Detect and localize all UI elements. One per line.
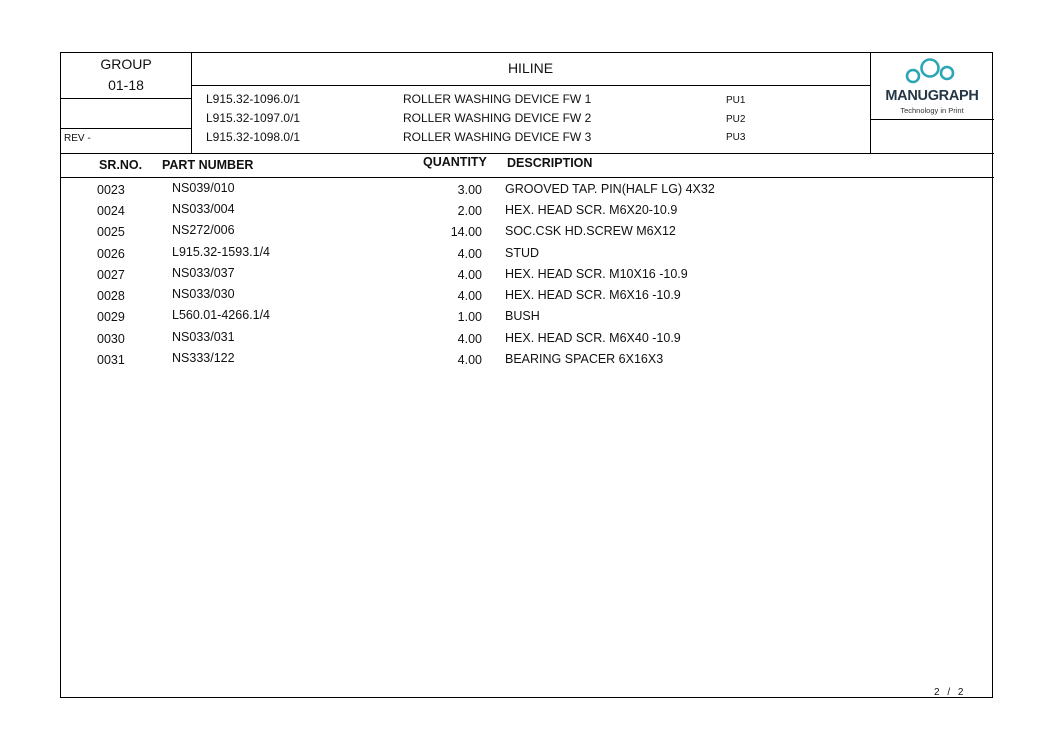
cell-sr-no: 0025 bbox=[97, 225, 125, 239]
column-header-sr-no: SR.NO. bbox=[99, 158, 143, 172]
cell-sr-no: 0026 bbox=[97, 247, 125, 261]
cell-quantity: 1.00 bbox=[457, 310, 482, 324]
cell-description: HEX. HEAD SCR. M10X16 -10.9 bbox=[505, 267, 688, 281]
page-total: 2 bbox=[957, 687, 964, 698]
table-row bbox=[61, 268, 994, 289]
cell-quantity: 4.00 bbox=[457, 353, 482, 367]
table-row bbox=[61, 353, 994, 374]
assembly-description: ROLLER WASHING DEVICE FW 1 bbox=[403, 92, 592, 106]
cell-description: BEARING SPACER 6X16X3 bbox=[505, 352, 664, 366]
cell-quantity: 4.00 bbox=[457, 289, 482, 303]
assembly-part-number: L915.32-1098.0/1 bbox=[206, 130, 301, 144]
parts-list-sheet bbox=[60, 52, 993, 698]
cell-sr-no: 0027 bbox=[97, 268, 125, 282]
page-title: HILINE bbox=[507, 60, 554, 76]
logo-underline bbox=[870, 119, 994, 120]
table-row bbox=[61, 332, 994, 353]
rev-divider bbox=[191, 98, 192, 153]
cell-sr-no: 0028 bbox=[97, 289, 125, 303]
cell-part-number: NS333/122 bbox=[172, 351, 235, 365]
cell-part-number: NS033/031 bbox=[172, 330, 235, 344]
group-underline bbox=[61, 98, 191, 99]
cell-quantity: 4.00 bbox=[457, 268, 482, 282]
assembly-description: ROLLER WASHING DEVICE FW 2 bbox=[403, 111, 592, 125]
cell-description: HEX. HEAD SCR. M6X16 -10.9 bbox=[505, 288, 681, 302]
cell-description: GROOVED TAP. PIN(HALF LG) 4X32 bbox=[505, 182, 715, 196]
column-header-quantity: QUANTITY bbox=[423, 155, 487, 169]
cell-quantity: 3.00 bbox=[457, 183, 482, 197]
column-header-line bbox=[61, 177, 994, 178]
cell-part-number: NS039/010 bbox=[172, 181, 235, 195]
cell-part-number: NS033/037 bbox=[172, 266, 235, 280]
rev-overline bbox=[61, 128, 191, 129]
table-row bbox=[61, 225, 994, 246]
column-header-part-number: PART NUMBER bbox=[162, 158, 254, 172]
group-label: GROUP bbox=[100, 56, 152, 72]
cell-sr-no: 0031 bbox=[97, 353, 125, 367]
assembly-description: ROLLER WASHING DEVICE FW 3 bbox=[403, 130, 592, 144]
page-number bbox=[934, 687, 963, 698]
column-header-description: DESCRIPTION bbox=[507, 156, 593, 170]
rev-label: REV - bbox=[64, 133, 91, 144]
cell-quantity: 14.00 bbox=[450, 225, 482, 239]
table-row bbox=[61, 247, 994, 268]
table-row bbox=[61, 183, 994, 204]
assembly-code: PU1 bbox=[726, 95, 746, 106]
cell-description: BUSH bbox=[505, 309, 540, 323]
cell-description: HEX. HEAD SCR. M6X40 -10.9 bbox=[505, 331, 681, 345]
cell-description: SOC.CSK HD.SCREW M6X12 bbox=[505, 224, 676, 238]
cell-description: HEX. HEAD SCR. M6X20-10.9 bbox=[505, 203, 678, 217]
page-current: 2 bbox=[934, 687, 940, 698]
cell-quantity: 2.00 bbox=[457, 204, 482, 218]
assembly-code: PU3 bbox=[726, 132, 746, 143]
cell-part-number: NS033/004 bbox=[172, 202, 235, 216]
header-bottom-line bbox=[61, 153, 994, 154]
table-row bbox=[61, 289, 994, 310]
cell-sr-no: 0030 bbox=[97, 332, 125, 346]
cell-sr-no: 0023 bbox=[97, 183, 125, 197]
logo-brand-text: MANUGRAPH bbox=[885, 88, 979, 104]
assembly-code: PU2 bbox=[726, 114, 746, 125]
cell-part-number: L915.32-1593.1/4 bbox=[172, 245, 271, 259]
cell-part-number: NS272/006 bbox=[172, 223, 235, 237]
manugraph-logo-icon bbox=[903, 56, 961, 86]
group-value: 01-18 bbox=[108, 77, 144, 93]
cell-quantity: 4.00 bbox=[457, 332, 482, 346]
cell-sr-no: 0029 bbox=[97, 310, 125, 324]
cell-sr-no: 0024 bbox=[97, 204, 125, 218]
assembly-part-number: L915.32-1096.0/1 bbox=[206, 92, 301, 106]
title-underline bbox=[191, 85, 870, 86]
logo-tagline: Technology in Print bbox=[900, 106, 964, 115]
table-row bbox=[61, 310, 994, 331]
table-row bbox=[61, 204, 994, 225]
cell-quantity: 4.00 bbox=[457, 247, 482, 261]
assembly-part-number: L915.32-1097.0/1 bbox=[206, 111, 301, 125]
cell-description: STUD bbox=[505, 246, 540, 260]
cell-part-number: L560.01-4266.1/4 bbox=[172, 308, 271, 322]
page-separator: / bbox=[947, 687, 951, 698]
cell-part-number: NS033/030 bbox=[172, 287, 235, 301]
